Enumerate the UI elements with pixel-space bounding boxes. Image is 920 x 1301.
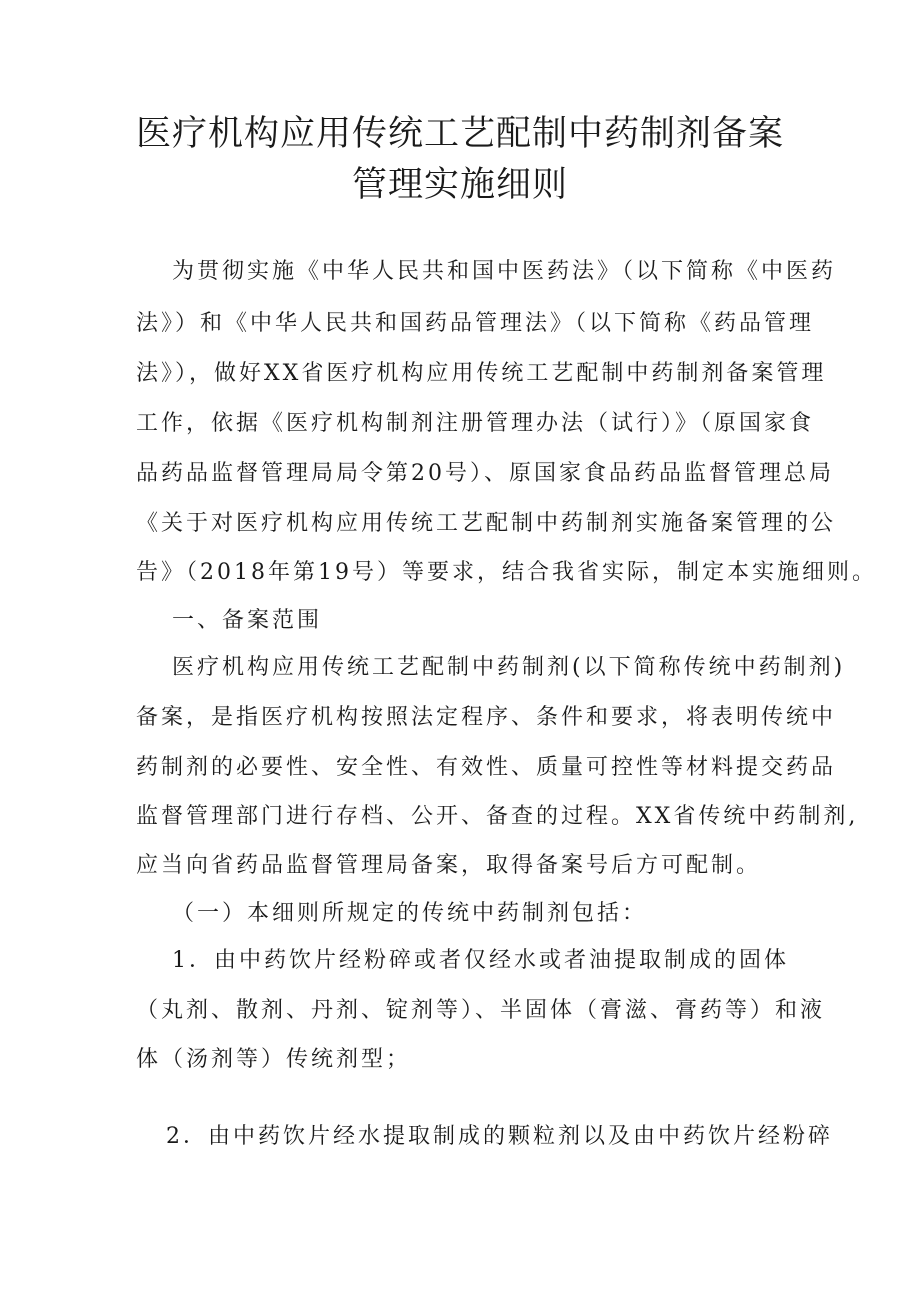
section-1-line-1: 医疗机构应用传统工艺配制中药制剂(以下简称传统中药制剂)	[172, 655, 846, 680]
document-title-line-2: 管理实施细则	[351, 165, 568, 205]
preamble-line-6: 《关于对医疗机构应用传统工艺配制中药制剂实施备案管理的公	[136, 511, 837, 536]
subsection-1-heading: （一）本细则所规定的传统中药制剂包括：	[172, 901, 648, 926]
section-1-line-3: 药制剂的必要性、安全性、有效性、质量可控性等材料提交药品	[136, 755, 837, 780]
preamble-line-4: 工作，依据《医疗机构制剂注册管理办法（试行）》（原国家食	[136, 411, 815, 436]
preamble-line-1: 为贯彻实施《中华人民共和国中医药法》（以下简称《中医药	[172, 259, 837, 284]
section-1-line-5: 应当向省药品监督管理局备案，取得备案号后方可配制。	[136, 853, 762, 878]
item-1-line-1: 1．由中药饮片经粉碎或者仅经水或者油提取制成的固体	[172, 948, 789, 973]
preamble-line-3: 法》），做好XX省医疗机构应用传统工艺配制中药制剂备案管理	[136, 361, 827, 386]
item-1-line-2: （丸剂、散剂、丹剂、锭剂等）、半固体（膏滋、膏药等）和液	[136, 998, 826, 1023]
item-1-line-3: 体（汤剂等）传统剂型；	[136, 1047, 412, 1072]
section-1-heading: 一、备案范围	[172, 608, 323, 633]
section-1-line-2: 备案，是指医疗机构按照法定程序、条件和要求，将表明传统中	[136, 705, 837, 730]
preamble-line-7: 告》（2018年第19号）等要求，结合我省实际，制定本实施细则。	[136, 560, 877, 585]
document-title-line-1: 医疗机构应用传统工艺配制中药制剂备案	[135, 114, 784, 154]
item-2-line-1: 2．由中药饮片经水提取制成的颗粒剂以及由中药饮片经粉碎	[166, 1124, 833, 1149]
preamble-line-2: 法》）和《中华人民共和国药品管理法》（以下简称《药品管理	[136, 311, 815, 336]
preamble-line-5: 品药品监督管理局局令第20号）、原国家食品药品监督管理总局	[136, 461, 834, 486]
section-1-line-4: 监督管理部门进行存档、公开、备查的过程。XX省传统中药制剂,	[136, 804, 859, 829]
